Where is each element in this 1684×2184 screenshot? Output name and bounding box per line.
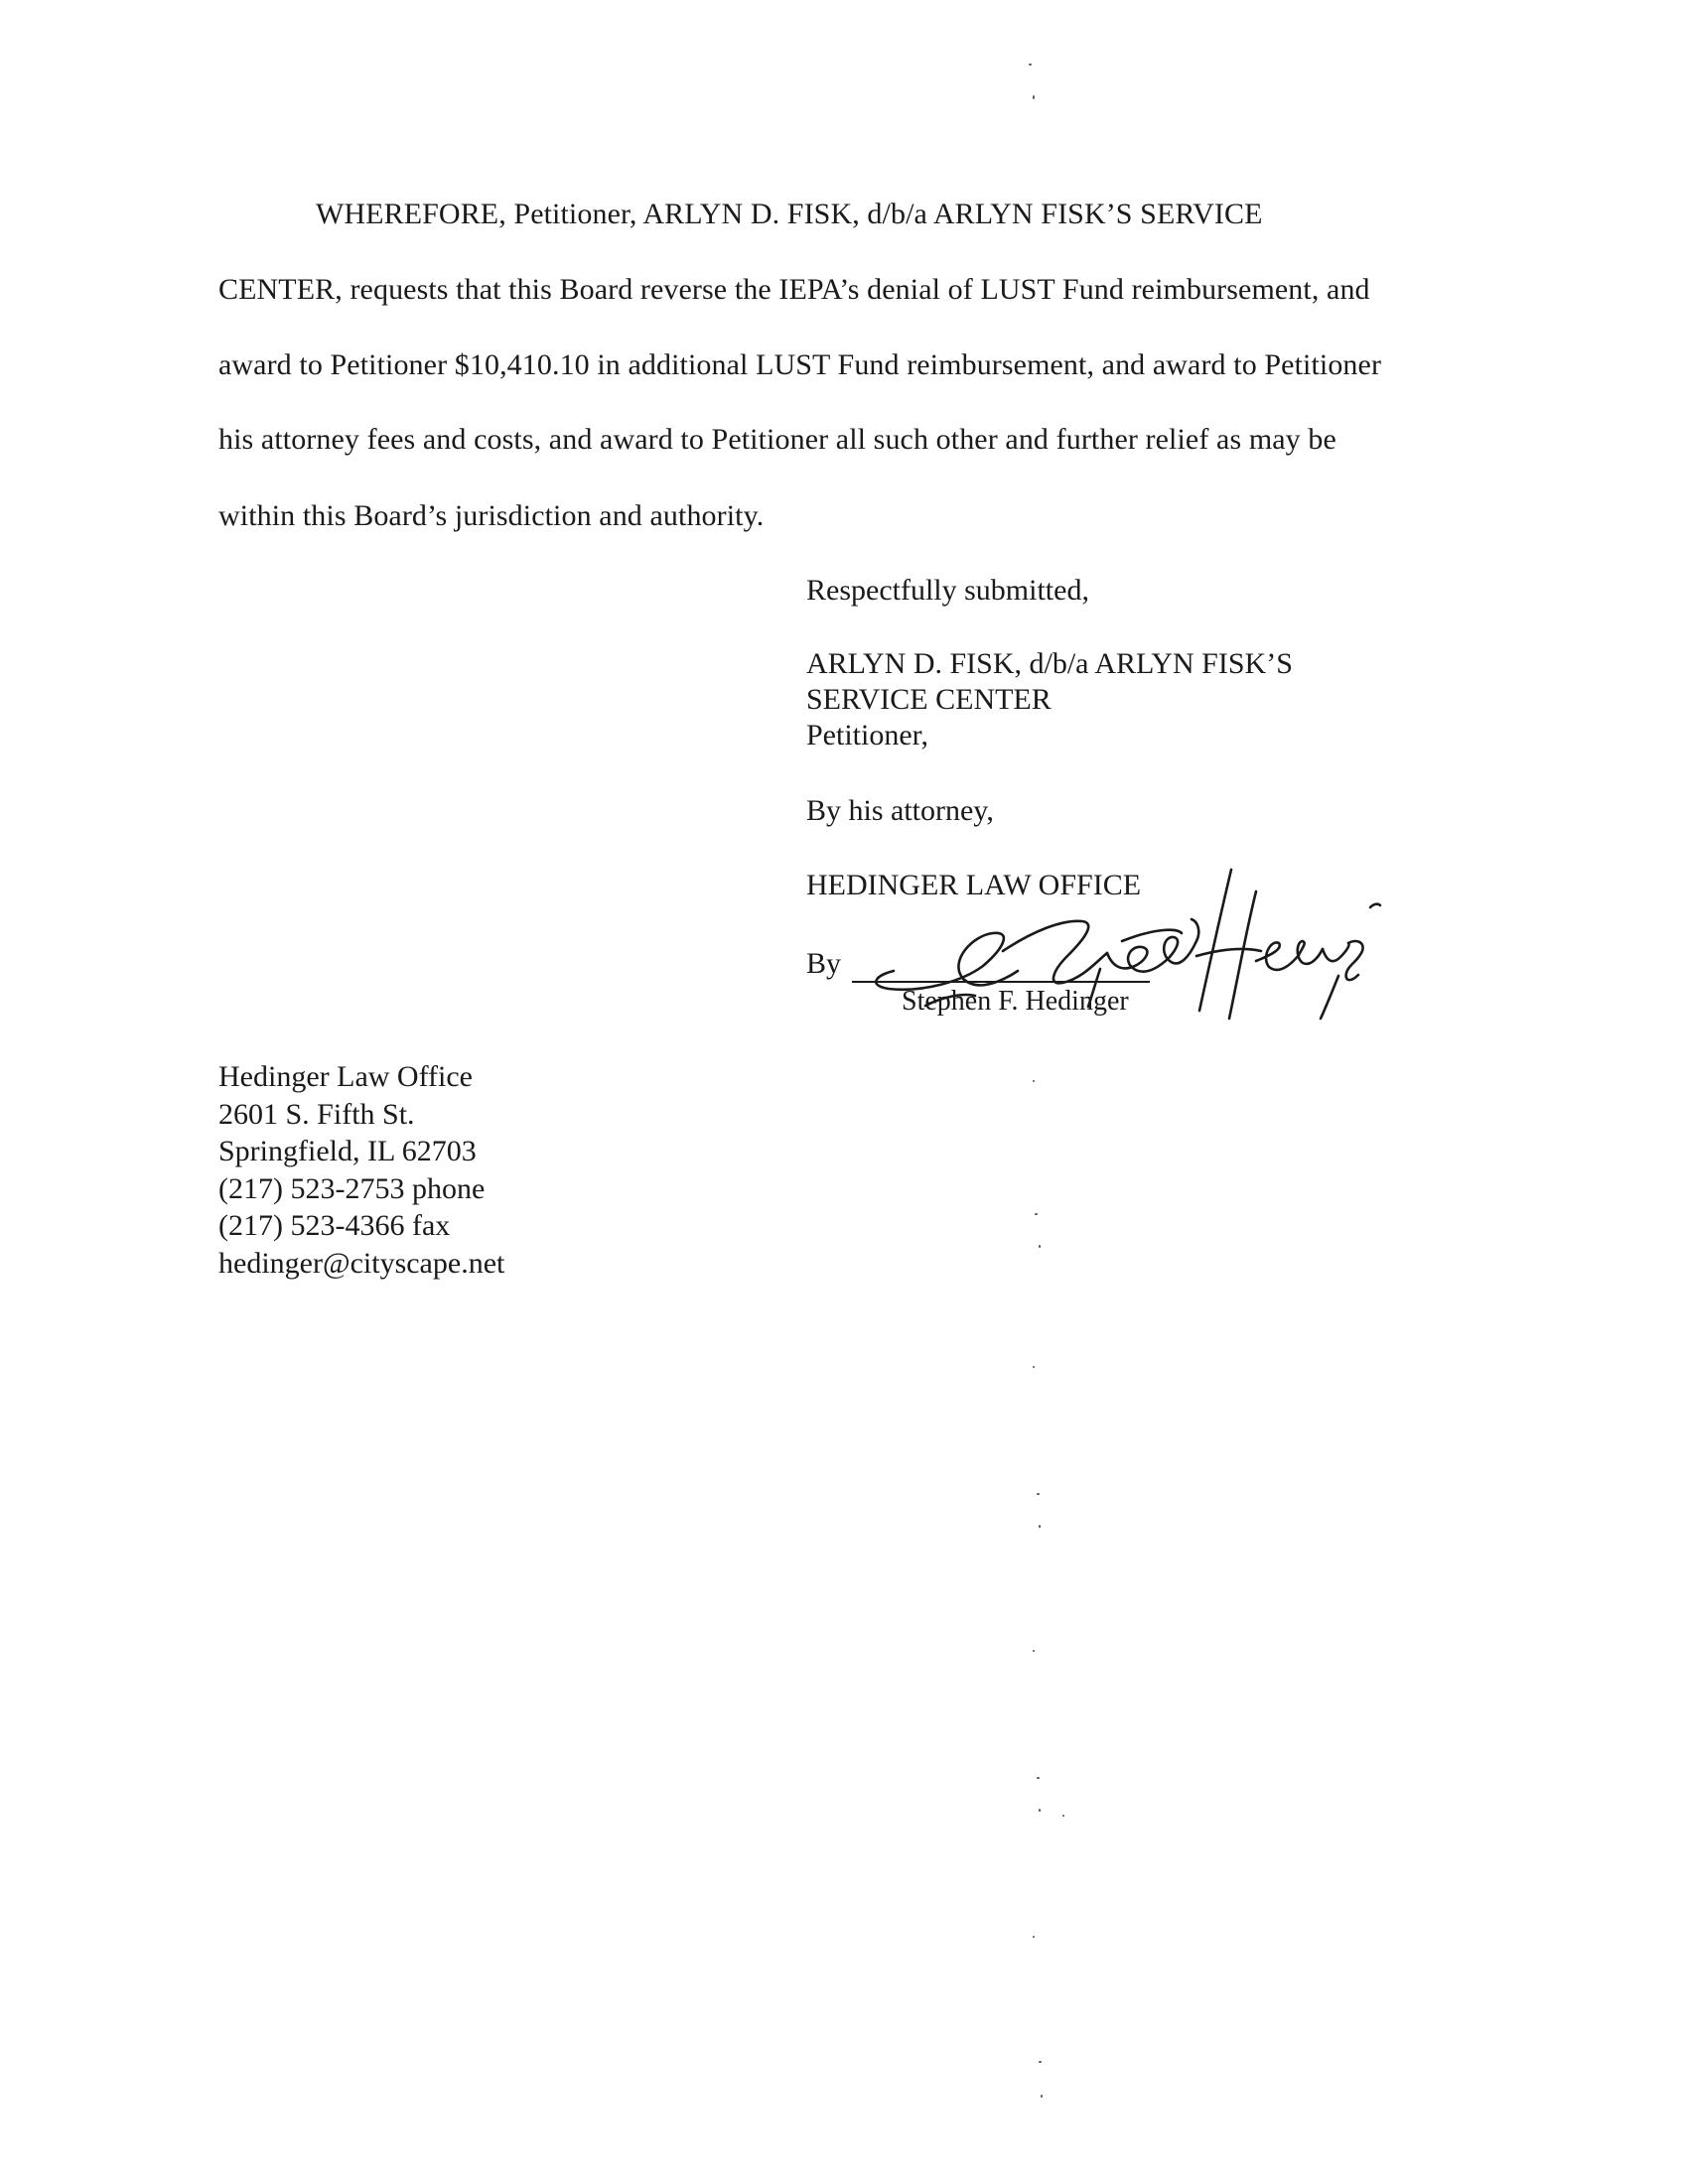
scan-speck <box>1033 95 1035 99</box>
petitioner-name-line-2: SERVICE CENTER <box>806 683 1052 716</box>
scan-speck <box>1033 1936 1035 1938</box>
petitioner-role: Petitioner, <box>806 719 928 751</box>
signer-name: Stephen F. Hedinger <box>902 986 1129 1017</box>
address-email: hedinger@cityscape.net <box>218 1246 505 1280</box>
scan-speck <box>1037 1777 1040 1779</box>
address-city: Springfield, IL 62703 <box>218 1135 477 1167</box>
scan-speck <box>1062 1815 1064 1817</box>
by-his-attorney: By his attorney, <box>806 794 994 827</box>
scan-speck <box>1037 1493 1040 1495</box>
scan-speck <box>1033 1366 1035 1368</box>
petitioner-name-line-1: ARLYN D. FISK, d/b/a ARLYN FISK’S <box>806 647 1293 680</box>
address-block <box>218 1058 504 1282</box>
scan-speck <box>1039 2061 1042 2063</box>
scan-speck <box>1033 1650 1035 1652</box>
scan-speck <box>1039 1809 1041 1812</box>
respectfully-submitted: Respectfully submitted, <box>806 574 1089 607</box>
paragraph-line-2: CENTER, requests that this Board reverse the IEPA’s denial of LUST Fund reimbursement, and <box>218 273 1370 306</box>
address-street: 2601 S. Fifth St. <box>218 1097 415 1131</box>
scan-speck <box>1039 1525 1041 1528</box>
handwritten-signature <box>854 862 1390 1030</box>
firm-name: HEDINGER LAW OFFICE <box>806 869 1142 901</box>
by-label: By <box>806 947 842 980</box>
paragraph-line-1: WHEREFORE, Petitioner, ARLYN D. FISK, d/b/a ARLYN FISK’S SERVICE <box>316 198 1263 230</box>
address-fax: (217) 523-4366 fax <box>218 1209 451 1242</box>
paragraph-line-4: his attorney fees and costs, and award to Petitioner all such other and further relief as may be <box>218 423 1336 456</box>
scan-speck <box>1041 2095 1043 2098</box>
address-phone: (217) 523-2753 phone <box>218 1171 486 1205</box>
scan-speck <box>1035 1213 1038 1215</box>
scan-speck <box>1033 1080 1035 1082</box>
scan-speck <box>1039 1245 1041 1248</box>
paragraph-line-5: within this Board’s jurisdiction and authority. <box>218 499 765 532</box>
scan-speck <box>1029 64 1032 66</box>
address-firm-name: Hedinger Law Office <box>218 1060 473 1093</box>
paragraph-line-3: award to Petitioner $10,410.10 in additional LUST Fund reimbursement, and award to Petitioner <box>218 348 1382 381</box>
